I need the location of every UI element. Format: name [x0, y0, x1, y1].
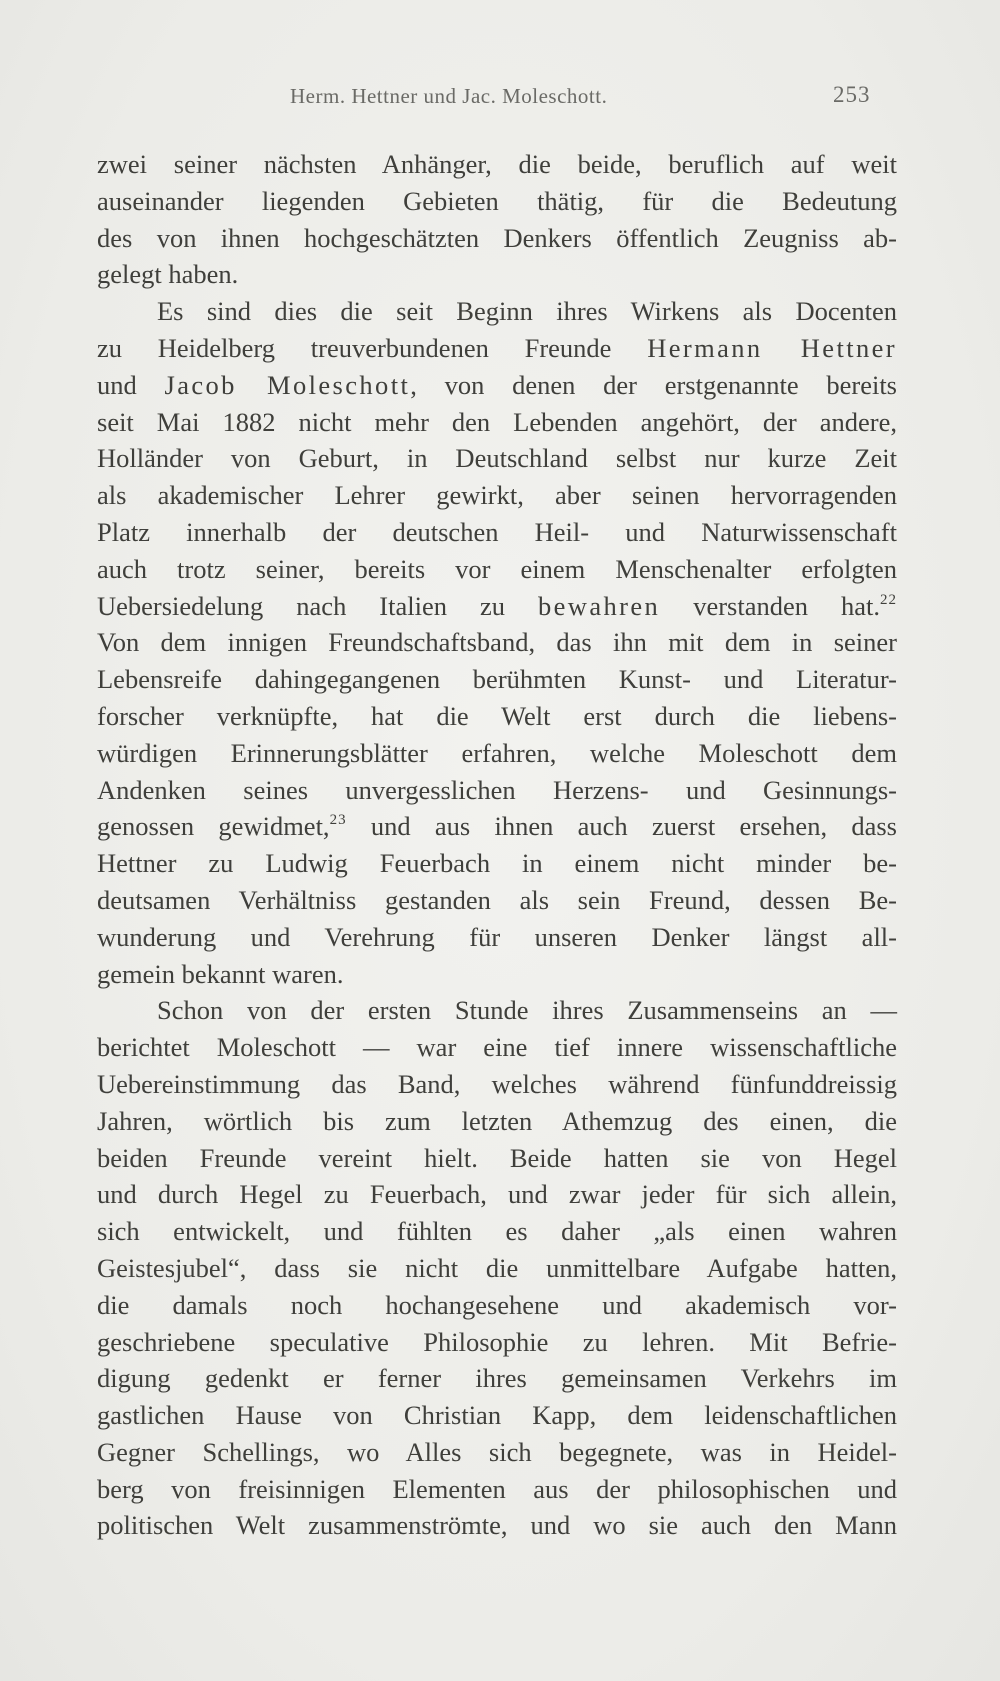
text-line: Holländer von Geburt, in Deutschland selbst nur kurze Zeit: [97, 443, 897, 474]
text-line: Lebensreife dahingegangenen berühmten Kunst- und Literatur-: [97, 664, 897, 695]
text-segment: zu Heidelberg treuverbundenen Freunde: [97, 332, 648, 363]
text-segment: verstanden hat.: [660, 590, 880, 621]
text-line: zwei seiner nächsten Anhänger, die beide, beruflich auf weit: [97, 149, 897, 179]
footnote-ref: 23: [329, 812, 347, 829]
text-line: Hettner zu Ludwig Feuerbach in einem nicht minder be-: [97, 848, 897, 879]
text-line: Jahren, wörtlich bis zum letzten Athemzug des einen, die: [97, 1105, 897, 1136]
text-line: Von dem innigen Freundschaftsband, das ihn mit dem in seiner: [97, 627, 897, 658]
person-name: Jacob Moleschott: [164, 369, 411, 400]
text-line: berichtet Moleschott — war eine tief innere wissenschaftliche: [97, 1032, 897, 1063]
text-line: digung gedenkt er ferner ihres gemeinsamen Verkehrs im: [97, 1363, 897, 1394]
text-segment: und: [97, 369, 165, 400]
text-segment: Uebersiedelung nach Italien zu: [97, 590, 538, 621]
text-line: gastlichen Hause von Christian Kapp, dem leidenschaftlichen: [97, 1400, 897, 1431]
text-line: seit Mai 1882 nicht mehr den Lebenden angehört, der andere,: [97, 406, 897, 437]
text-line: [97, 588, 897, 625]
text-line: sich entwickelt, und fühlten es daher „als einen wahren: [97, 1216, 897, 1247]
text-line: [97, 367, 897, 404]
text-line: als akademischer Lehrer gewirkt, aber seinen hervorragenden: [97, 480, 897, 511]
text-line: Geistesjubel“, dass sie nicht die unmittelbare Aufgabe hatten,: [97, 1252, 897, 1283]
text-line: [97, 330, 897, 367]
text-line: gemein bekannt waren.: [97, 958, 344, 989]
paragraph-start-line: Schon von der ersten Stunde ihres Zusammenseins an —: [157, 995, 897, 1026]
text-line: beiden Freunde vereint hielt. Beide hatten sie von Hegel: [97, 1142, 897, 1173]
text-segment: genossen gewidmet,: [97, 811, 330, 842]
text-segment: und aus ihnen auch zuerst ersehen, dass: [346, 811, 897, 842]
text-line: forscher verknüpfte, hat die Welt erst durch die liebens-: [97, 700, 897, 731]
person-name: Hermann Hettner: [647, 332, 898, 363]
text-line: würdigen Erinnerungsblätter erfahren, welche Moleschott dem: [97, 737, 897, 768]
text-line: Platz innerhalb der deutschen Heil- und Naturwissenschaft: [97, 516, 897, 547]
text-line: [97, 808, 897, 845]
text-line: berg von freisinnigen Elementen aus der philosophischen und: [97, 1473, 897, 1504]
body-text: [97, 146, 897, 1544]
text-line: die damals noch hochangesehene und akademisch vor-: [97, 1289, 897, 1320]
text-line: Gegner Schellings, wo Alles sich begegnete, was in Heidel-: [97, 1436, 897, 1467]
text-line: wunderung und Verehrung für unseren Denker längst all-: [97, 921, 897, 952]
text-line: politischen Welt zusammenströmte, und wo sie auch den Mann: [97, 1510, 897, 1541]
emphasis: bewahren: [538, 590, 661, 621]
text-line: und durch Hegel zu Feuerbach, und zwar jeder für sich allein,: [97, 1179, 897, 1210]
text-line: auch trotz seiner, bereits vor einem Menschenalter erfolgten: [97, 553, 897, 584]
running-head: Herm. Hettner und Jac. Moleschott.: [290, 84, 608, 108]
text-line: gelegt haben.: [97, 259, 239, 290]
text-line: Andenken seines unvergesslichen Herzens- und Gesinnungs-: [97, 774, 897, 805]
page-number: 253: [833, 82, 871, 107]
paragraph-start-line: Es sind dies die seit Beginn ihres Wirkens als Docenten: [157, 296, 897, 327]
text-segment: , von denen der erstgenannte bereits: [410, 369, 897, 400]
footnote-ref: 22: [879, 591, 897, 608]
text-line: des von ihnen hochgeschätzten Denkers öffentlich Zeugniss ab-: [97, 222, 897, 253]
text-line: Uebereinstimmung das Band, welches während fünfunddreissig: [97, 1068, 897, 1099]
text-line: geschriebene speculative Philosophie zu lehren. Mit Befrie-: [97, 1326, 897, 1357]
text-line: deutsamen Verhältniss gestanden als sein Freund, dessen Be-: [97, 884, 897, 915]
text-line: auseinander liegenden Gebieten thätig, für die Bedeutung: [97, 185, 897, 216]
